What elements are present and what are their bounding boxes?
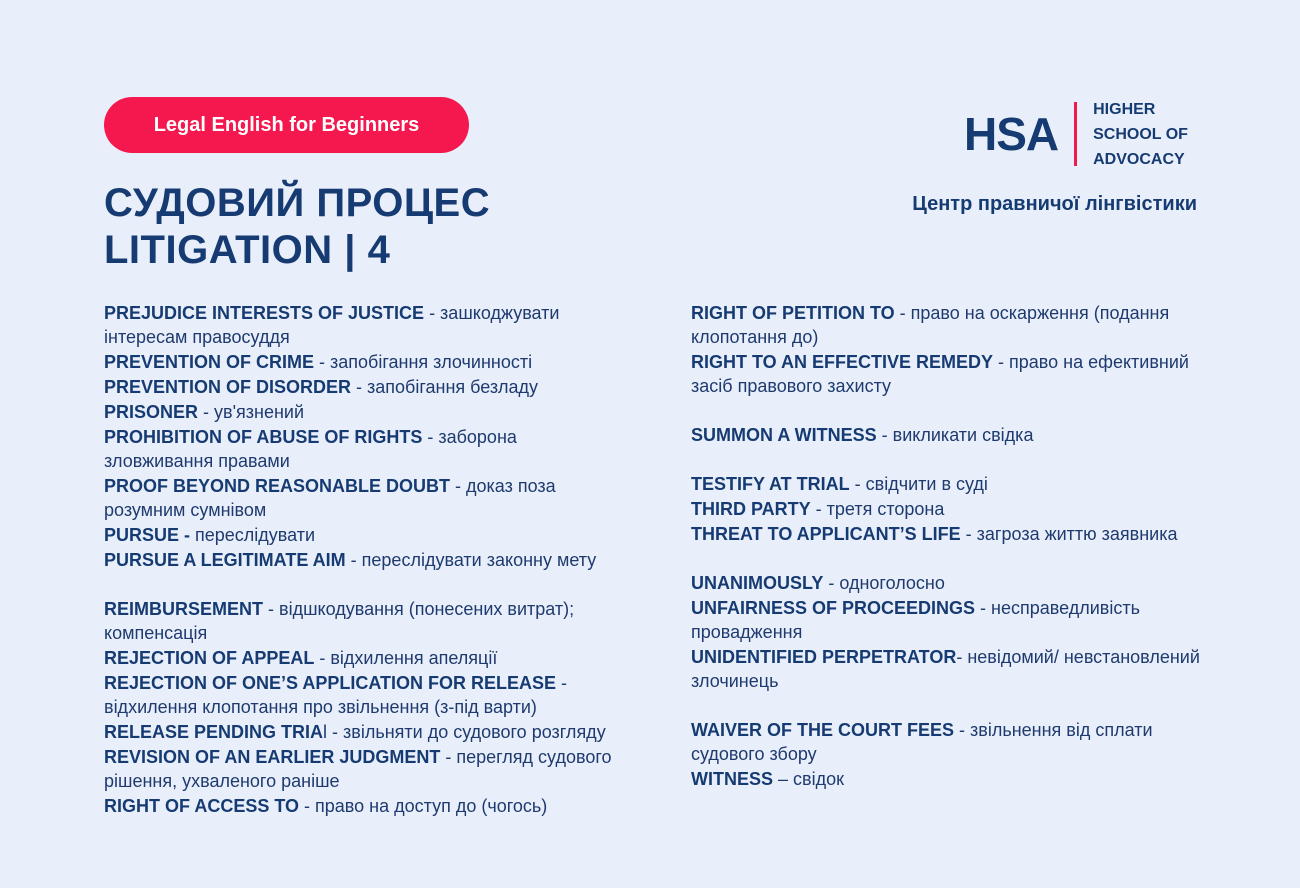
glossary-term: SUMMON A WITNESS <box>691 425 877 445</box>
glossary-definition: - зашкоджувати інтересам правосуддя <box>104 303 560 347</box>
page-title <box>104 180 490 274</box>
glossary-term: RIGHT OF ACCESS TO <box>104 796 300 816</box>
glossary-definition: – свідок <box>773 769 844 789</box>
hsa-logo <box>964 100 1188 168</box>
glossary-term: REJECTION OF APPEAL <box>104 648 315 668</box>
glossary-term: PREVENTION OF DISORDER <box>104 377 352 397</box>
glossary-entry <box>691 718 1201 766</box>
glossary-entry <box>104 350 614 374</box>
glossary-entry <box>691 497 1201 521</box>
glossary-definition: - перегляд судового рішення, ухваленого раніше <box>104 747 612 791</box>
title-line-english: LITIGATION | 4 <box>104 228 391 272</box>
glossary-term: WITNESS <box>691 769 774 789</box>
glossary-definition: - право на оскарження (подання клопотання до) <box>691 303 1170 347</box>
glossary-definition: - загроза життю заявника <box>960 524 1178 544</box>
glossary-term: PURSUE - <box>104 525 191 545</box>
glossary-entry <box>691 767 1201 791</box>
glossary-entry <box>691 645 1201 693</box>
glossary-entry <box>104 794 614 818</box>
glossary-term: RIGHT OF PETITION TO <box>691 303 895 323</box>
glossary-entry <box>691 350 1201 398</box>
glossary-term: PREVENTION OF CRIME <box>104 352 315 372</box>
glossary-definition: - звільнення від сплати судового збору <box>691 720 1153 764</box>
glossary-term: UNFAIRNESS OF PROCEEDINGS <box>691 598 976 618</box>
glossary-definition: - право на доступ до (чогось) <box>299 796 548 816</box>
glossary-entry <box>104 523 614 547</box>
glossary-definition: - третя сторона <box>810 499 945 519</box>
logo-abbreviation: HSA <box>964 108 1059 160</box>
glossary-term: RELEASE PENDING TRIA <box>104 722 324 742</box>
glossary-term: RIGHT TO AN EFFECTIVE REMEDY <box>691 352 994 372</box>
glossary-entry <box>691 571 1201 595</box>
glossary-entry <box>104 745 614 793</box>
glossary-entry <box>104 597 614 645</box>
glossary-definition: l - звільняти до судового розгляду <box>323 722 606 742</box>
course-badge: Legal English for Beginners <box>104 97 469 153</box>
glossary-definition: - відхилення апеляції <box>314 648 498 668</box>
glossary-term: PREJUDICE INTERESTS OF JUSTICE <box>104 303 425 323</box>
glossary-left-column <box>104 301 614 819</box>
glossary-definition: - запобігання злочинності <box>314 352 533 372</box>
center-subtitle: Центр правничої лінгвістики <box>912 193 1197 215</box>
glossary-term: UNIDENTIFIED PERPETRATOR <box>691 647 957 667</box>
glossary-term: PROOF BEYOND REASONABLE DOUBT <box>104 476 451 496</box>
glossary-entry <box>691 423 1201 447</box>
glossary-definition: переслідувати <box>190 525 316 545</box>
logo-line-1: HIGHER <box>1093 100 1156 118</box>
logo-fullname <box>1093 97 1188 172</box>
glossary-entry <box>691 472 1201 496</box>
glossary-entry <box>104 548 614 572</box>
glossary-term: PURSUE A LEGITIMATE AIM <box>104 550 346 570</box>
glossary-entry <box>691 596 1201 644</box>
glossary-term: REIMBURSEMENT <box>104 599 264 619</box>
glossary-definition: - право на ефективний засіб правового захисту <box>691 352 1189 396</box>
glossary-term: THREAT TO APPLICANT’S LIFE <box>691 524 961 544</box>
title-line-ukrainian: СУДОВИЙ ПРОЦЕС <box>104 181 491 225</box>
glossary-definition: - доказ поза розумним сумнівом <box>104 476 556 520</box>
glossary-definition: - несправедливість провадження <box>691 598 1140 642</box>
glossary-definition: - відхилення клопотання про звільнення (з-під варти) <box>104 673 568 717</box>
glossary-definition: - одноголосно <box>823 573 945 593</box>
glossary-right-column <box>691 301 1201 792</box>
logo-divider <box>1074 102 1077 166</box>
glossary-entry <box>104 301 614 349</box>
glossary-entry <box>104 646 614 670</box>
glossary-definition: - невідомий/ невстановлений злочинець <box>691 647 1200 691</box>
glossary-definition: - запобігання безладу <box>351 377 538 397</box>
glossary-term: PROHIBITION OF ABUSE OF RIGHTS <box>104 427 423 447</box>
glossary-entry <box>104 425 614 473</box>
glossary-entry <box>691 301 1201 349</box>
logo-line-3: ADVOCACY <box>1093 150 1185 168</box>
glossary-entry <box>104 375 614 399</box>
glossary-definition: - заборона зловживання правами <box>104 427 517 471</box>
glossary-entry <box>104 400 614 424</box>
glossary-entry <box>104 474 614 522</box>
glossary-term: WAIVER OF THE COURT FEES <box>691 720 955 740</box>
glossary-term: TESTIFY AT TRIAL <box>691 474 850 494</box>
glossary-term: REVISION OF AN EARLIER JUDGMENT <box>104 747 441 767</box>
glossary-term: THIRD PARTY <box>691 499 811 519</box>
glossary-entry <box>104 671 614 719</box>
glossary-term: REJECTION OF ONE’S APPLICATION FOR RELEASE <box>104 673 557 693</box>
glossary-definition: - переслідувати законну мету <box>345 550 597 570</box>
logo-line-2: SCHOOL OF <box>1093 125 1188 143</box>
glossary-definition: - ув'язнений <box>198 402 305 422</box>
glossary-term: PRISONER <box>104 402 199 422</box>
glossary-definition: - викликати свідка <box>876 425 1034 445</box>
glossary-definition: - свідчити в суді <box>849 474 988 494</box>
glossary-term: UNANIMOUSLY <box>691 573 824 593</box>
glossary-entry <box>104 720 614 744</box>
glossary-entry <box>691 522 1201 546</box>
glossary-definition: - відшкодування (понесених витрат); компенсація <box>104 599 575 643</box>
